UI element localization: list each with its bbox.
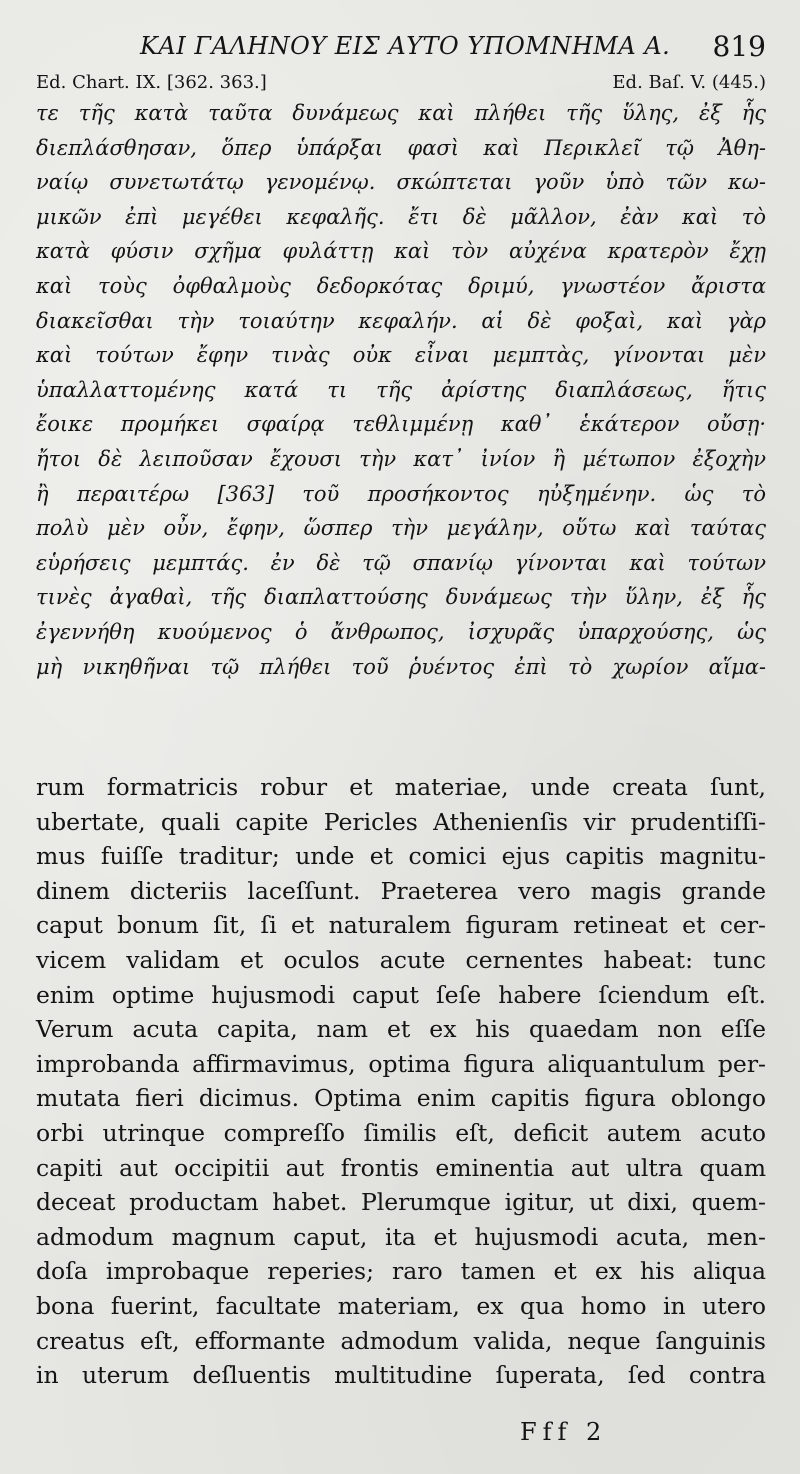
greek-line: ὑπαλλαττομένης κατά τι τῆς ἀρίστης διαπλάσεως, ἥτις — [36, 377, 766, 402]
printer-signature-mark: Fff 2 — [520, 1418, 608, 1446]
running-title: ΚΑΙ ΓΑΛΗΝΟΥ ΕΙΣ ΑΥΤΟ ΥΠΟΜΝΗΜΑ Α. — [140, 32, 671, 60]
latin-line: ubertate, quali capite Pericles Athenienſis vir prudentiſſi- — [36, 807, 766, 836]
latin-line: in uterum deſluentis multitudine ſuperata, ſed contra — [36, 1361, 766, 1390]
latin-line: deceat productam habet. Plerumque igitur, ut dixi, quem- — [36, 1188, 766, 1217]
latin-line: caput bonum ſit, ſi et naturalem figuram retineat et cer- — [36, 911, 766, 940]
latin-line: orbi utrinque compreſſo ſimilis eſt, deficit autem acuto — [36, 1118, 766, 1147]
latin-line: mutata fieri dicimus. Optima enim capitis figura oblongo — [36, 1084, 766, 1113]
latin-line: enim optime hujusmodi caput ſeſe habere ſciendum eſt. — [36, 980, 766, 1009]
latin-line: doſa improbaque reperies; raro tamen et ex his aliqua — [36, 1257, 766, 1286]
latin-text-block — [36, 770, 766, 1393]
greek-line: καὶ τούτων ἔφην τινὰς οὐκ εἶναι μεμπτὰς, γίνονται μὲν — [36, 343, 766, 368]
latin-line: admodum magnum caput, ita et hujusmodi acuta, men- — [36, 1222, 766, 1251]
greek-line: μὴ νικηθῆναι τῷ πλήθει τοῦ ῥυέντος ἐπὶ τὸ χωρίον αἵμα- — [36, 654, 766, 679]
latin-line: capiti aut occipitii aut frontis eminentia aut ultra quam — [36, 1153, 766, 1182]
latin-line: improbanda affirmavimus, optima figura aliquantulum per- — [36, 1049, 766, 1078]
greek-line: διακεῖσθαι τὴν τοιαύτην κεφαλήν. αἱ δὲ φοξαὶ, καὶ γὰρ — [36, 308, 766, 333]
greek-line: εὑρήσεις μεμπτάς. ἐν δὲ τῷ σπανίῳ γίνονται καὶ τούτων — [36, 550, 766, 575]
greek-line: καὶ τοὺς ὀφθαλμοὺς δεδορκότας δριμύ, γνωστέον ἄριστα — [36, 273, 766, 298]
greek-line: τε τῆς κατὰ ταῦτα δυνάμεως καὶ πλήθει τῆς ὕλης, ἐξ ἧς — [36, 101, 766, 125]
page-number: 819 — [712, 30, 766, 63]
greek-line: ἐγεννήθη κυούμενος ὁ ἄνθρωπος, ἰσχυρᾶς ὑπαρχούσης, ὡς — [36, 619, 766, 644]
greek-line: ἢ περαιτέρω [363] τοῦ προσήκοντος ηὐξημένην. ὡς τὸ — [36, 481, 766, 506]
running-head — [0, 28, 800, 68]
latin-line: vicem validam et oculos acute cernentes habeat: tunc — [36, 945, 766, 974]
greek-line: ἔοικε προμήκει σφαίρᾳ τεθλιμμένῃ καθ᾽ ἑκάτερον οὔσῃ· — [36, 412, 766, 437]
edition-reference-chartier: Ed. Chart. IX. [362. 363.] — [36, 72, 267, 93]
edition-reference-basel: Ed. Baſ. V. (445.) — [612, 72, 766, 93]
greek-text-block — [36, 96, 766, 684]
latin-line: dinem dicteriis laceſſunt. Praeterea vero magis grande — [36, 876, 766, 905]
greek-line: κατὰ φύσιν σχῆμα φυλάττῃ καὶ τὸν αὐχένα κρατερὸν ἔχῃ — [36, 239, 766, 264]
greek-line: μικῶν ἐπὶ μεγέθει κεφαλῆς. ἔτι δὲ μᾶλλον, ἐὰν καὶ τὸ — [36, 204, 766, 229]
latin-line: rum formatricis robur et materiae, unde creata ſunt, — [36, 773, 766, 801]
latin-line: Verum acuta capita, nam et ex his quaedam non eſſe — [36, 1015, 766, 1044]
greek-line: ναίῳ συνετωτάτῳ γενομένῳ. σκώπτεται γοῦν ὑπὸ τῶν κω- — [36, 170, 766, 195]
greek-line: τινὲς ἀγαθαὶ, τῆς διαπλαττούσης δυνάμεως τὴν ὕλην, ἐξ ἧς — [36, 585, 766, 610]
latin-line: creatus eſt, efformante admodum valida, neque ſanguinis — [36, 1326, 766, 1355]
greek-line: πολὺ μὲν οὖν, ἔφην, ὥσπερ τὴν μεγάλην, οὕτω καὶ ταύτας — [36, 516, 766, 541]
latin-line: mus fuiſſe traditur; unde et comici ejus capitis magnitu- — [36, 842, 766, 871]
greek-line: ἤτοι δὲ λειποῦσαν ἔχουσι τὴν κατ᾽ ἰνίον ἢ μέτωπον ἐξοχὴν — [36, 446, 766, 471]
latin-line: bona fuerint, facultate materiam, ex qua homo in utero — [36, 1291, 766, 1320]
greek-line: διεπλάσθησαν, ὅπερ ὑπάρξαι φασὶ καὶ Περικλεῖ τῷ Ἀθη- — [36, 135, 766, 160]
